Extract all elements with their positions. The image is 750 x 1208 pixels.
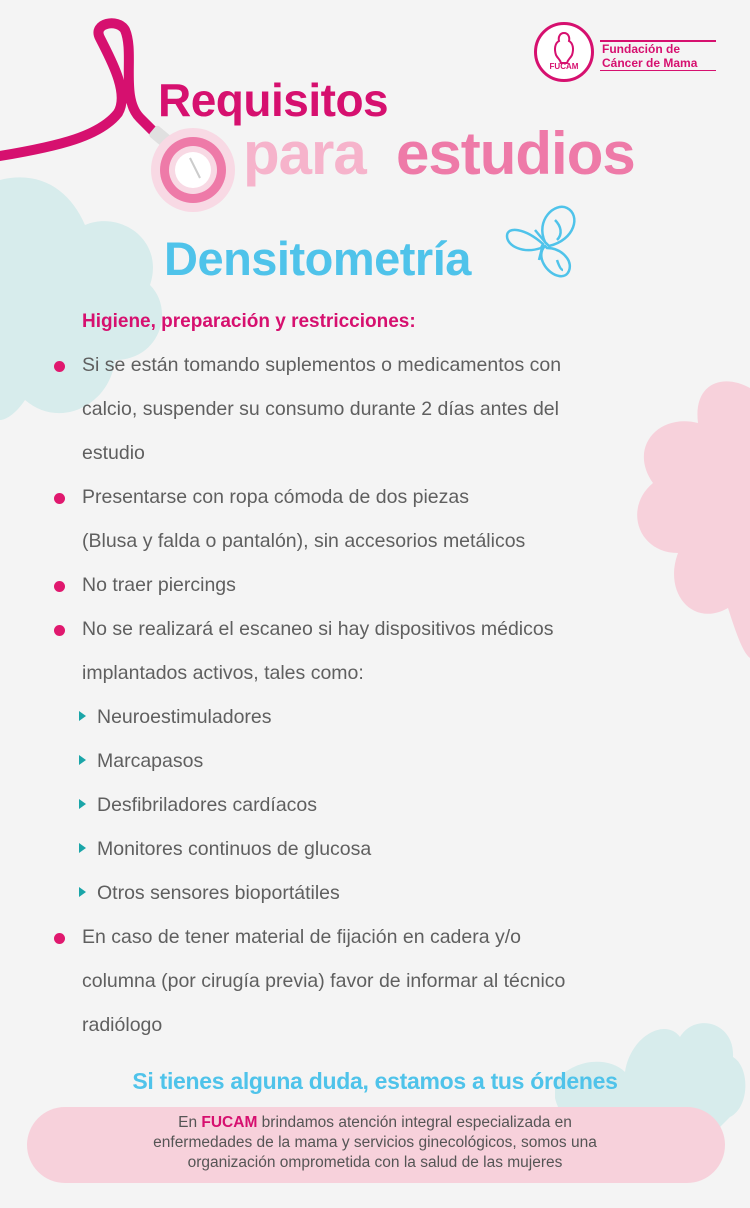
list-item-line: calcio, suspender su consumo durante 2 días antes del bbox=[82, 398, 559, 420]
device-item: Otros sensores bioportátiles bbox=[97, 882, 340, 904]
footer-line-1: brindamos atención integral especializada en bbox=[257, 1114, 572, 1131]
title-estudios: estudios bbox=[396, 120, 635, 187]
list-item-line: En caso de tener material de fijación en cadera y/o bbox=[82, 926, 522, 948]
logo-line-2: Cáncer de Mama bbox=[602, 55, 698, 70]
device-item: Monitores continuos de glucosa bbox=[97, 838, 372, 860]
device-item: Desfibriladores cardíacos bbox=[97, 794, 318, 816]
fucam-logo bbox=[534, 22, 719, 88]
list-item-line: No se realizará el escaneo si hay dispositivos médicos bbox=[82, 618, 554, 640]
section-heading: Higiene, preparación y restricciones: bbox=[82, 311, 416, 332]
list-item-line: Presentarse con ropa cómoda de dos piezas bbox=[82, 486, 469, 508]
triangle-bullet-icon bbox=[79, 887, 86, 897]
pink-flower-right-decoration bbox=[628, 378, 750, 668]
logo-line-1: Fundación de bbox=[602, 41, 680, 56]
list-item-line: estudio bbox=[82, 442, 145, 464]
triangle-bullet-icon bbox=[79, 711, 86, 721]
triangle-bullet-icon bbox=[79, 843, 86, 853]
list-item-line: No traer piercings bbox=[82, 574, 236, 596]
butterfly-icon bbox=[505, 200, 587, 282]
bullet-dot bbox=[54, 581, 65, 592]
title-requisitos: Requisitos bbox=[158, 74, 389, 126]
bullet-dot bbox=[54, 625, 65, 636]
list-item-line: (Blusa y falda o pantalón), sin accesorios metálicos bbox=[82, 530, 526, 552]
footer-brand: FUCAM bbox=[201, 1114, 258, 1131]
device-item: Marcapasos bbox=[97, 750, 204, 772]
list-item-line: implantados activos, tales como: bbox=[82, 662, 364, 684]
triangle-bullet-icon bbox=[79, 799, 86, 809]
contact-cta: Si tienes alguna duda, estamos a tus órdenes bbox=[132, 1068, 618, 1094]
list-item-line: columna (por cirugía previa) favor de informar al técnico bbox=[82, 970, 566, 992]
device-item: Neuroestimuladores bbox=[97, 706, 272, 728]
list-item-line: radiólogo bbox=[82, 1014, 163, 1036]
logo-brand: FUCAM bbox=[549, 62, 579, 71]
title-para: para bbox=[243, 120, 366, 187]
bullet-dot bbox=[54, 493, 65, 504]
list-item-line: Si se están tomando suplementos o medicamentos con bbox=[82, 354, 562, 376]
study-title: Densitometría bbox=[164, 232, 471, 285]
footer-line-3: organización omprometida con la salud de las mujeres bbox=[187, 1154, 563, 1171]
footer-text bbox=[60, 1113, 690, 1173]
footer-prefix: En bbox=[178, 1114, 202, 1131]
footer-line-2: enfermedades de la mama y servicios ginecológicos, somos una bbox=[153, 1134, 597, 1151]
bullet-dot bbox=[54, 361, 65, 372]
logo-woman-emblem-icon bbox=[534, 22, 594, 82]
triangle-bullet-icon bbox=[79, 755, 86, 765]
bullet-dot bbox=[54, 933, 65, 944]
